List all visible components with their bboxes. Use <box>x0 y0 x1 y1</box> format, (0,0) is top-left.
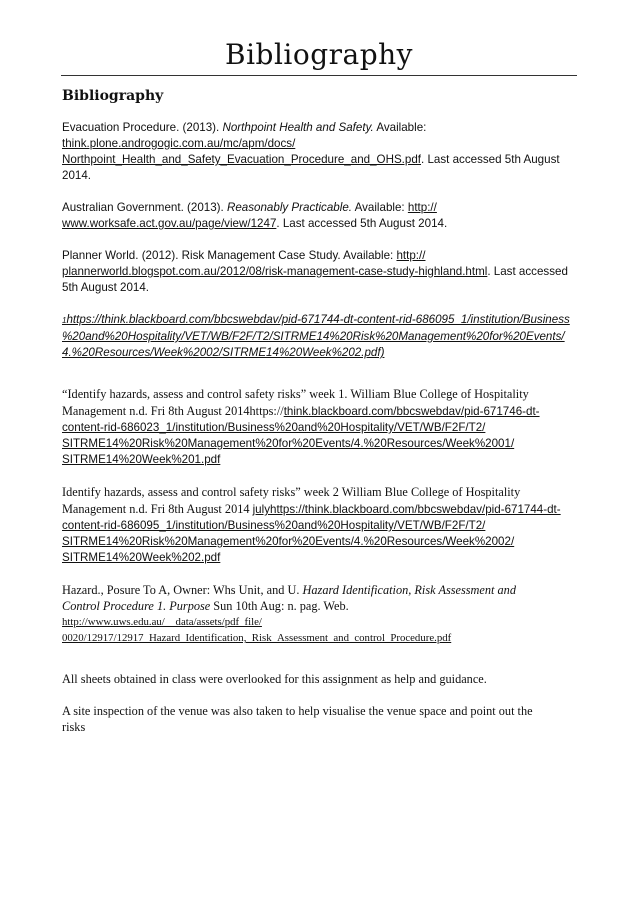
reference-line: Management n.d. Fri 8th August 2014https://think.blackboard.com/bbcswebdav/pid-671746-dt- <box>62 404 540 418</box>
reference-link[interactable]: http:// <box>396 249 426 262</box>
reference-planner-world <box>62 248 578 296</box>
reference-link[interactable]: plannerworld.blogspot.com.au/2012/08/risk-management-case-study-highland.html <box>62 265 488 278</box>
reference-identify-hazards-week2 <box>62 484 578 566</box>
reference-line: “Identify hazards, assess and control safety risks” week 1. William Blue College of Hospitality <box>62 387 529 401</box>
reference-line: Control Procedure 1. Purpose Sun 10th Aug: n. pag. Web. <box>62 599 349 613</box>
reference-line: 4.%20Resources/Week%2002/SITRME14%20Week%202.pdf) <box>62 346 385 359</box>
note-class-sheets <box>62 671 578 687</box>
note-line: All sheets obtained in class were overlooked for this assignment as help and guidance. <box>62 672 487 686</box>
reference-blackboard-week2-link[interactable] <box>62 312 578 361</box>
reference-line: Planner World. (2012). Risk Management Case Study. Available: http:// <box>62 249 426 262</box>
reference-link[interactable]: www.worksafe.act.gov.au/page/view/1247 <box>62 217 277 230</box>
reference-line: www.worksafe.act.gov.au/page/view/1247. Last accessed 5th August 2014. <box>62 217 448 230</box>
reference-hazard-identification <box>62 582 578 646</box>
reference-australian-government <box>62 200 578 232</box>
reference-link[interactable]: julyhttps://think.blackboard.com/bbcswebdav/pid-671744-dt- <box>252 503 561 516</box>
reference-line: plannerworld.blogspot.com.au/2012/08/risk-management-case-study-highland.html. Last accessed <box>62 265 568 278</box>
reference-link[interactable]: http:// <box>407 201 437 214</box>
reference-line: %20and%20Hospitality/VET/WB/F2F/T2/SITRME14%20Risk%20Management%20for%20Events/ <box>62 330 565 343</box>
reference-link[interactable]: SITRME14%20Week%201.pdf <box>62 453 221 466</box>
reference-link[interactable]: content-rid-686023_1/institution/Business%20and%20Hospitality/VET/WB/F2F/T2/ <box>62 421 486 434</box>
reference-link[interactable]: content-rid-686095_1/institution/Business%20and%20Hospitality/VET/WB/F2F/T2/ <box>62 519 486 532</box>
title-divider <box>61 75 577 76</box>
reference-link[interactable]: think.blackboard.com/bbcswebdav/pid-671746-dt- <box>283 405 540 418</box>
page-title: Bibliography <box>225 38 413 71</box>
reference-link[interactable]: 0020/12917/12917_Hazard_Identification,_Risk_Assessment_and_control_Procedure.pdf <box>62 632 452 644</box>
reference-line: Identify hazards, assess and control safety risks” week 2 William Blue College of Hospitality <box>62 485 521 499</box>
reference-line: Hazard., Posure To A, Owner: Whs Unit, and U. Hazard Identification, Risk Assessment and <box>62 583 516 597</box>
note-line: risks <box>62 720 86 734</box>
reference-line: 1https://think.blackboard.com/bbcswebdav/pid-671744-dt-content-rid-686095_1/institution/Business <box>62 313 570 326</box>
reference-link[interactable]: SITRME14%20Week%202.pdf <box>62 551 221 564</box>
reference-line: Evacuation Procedure. (2013). Northpoint Health and Safety. Available: <box>62 121 427 134</box>
reference-line: Australian Government. (2013). Reasonably Practicable. Available: http:// <box>62 201 437 214</box>
reference-line: 5th August 2014. <box>62 281 150 294</box>
reference-link[interactable]: think.plone.androgogic.com.au/mc/apm/docs/ <box>62 137 296 150</box>
reference-identify-hazards-week1 <box>62 386 578 468</box>
reference-evacuation-procedure <box>62 120 578 184</box>
section-heading: Bibliography <box>62 88 164 104</box>
reference-link[interactable]: Northpoint_Health_and_Safety_Evacuation_Procedure_and_OHS.pdf <box>62 153 422 166</box>
footnote-marker: 1 <box>62 316 67 325</box>
reference-line: Management n.d. Fri 8th August 2014 julyhttps://think.blackboard.com/bbcswebdav/pid-671744-dt- <box>62 502 561 516</box>
note-site-inspection <box>62 703 578 735</box>
reference-link[interactable]: SITRME14%20Risk%20Management%20for%20Events/4.%20Resources/Week%2002/ <box>62 535 515 548</box>
reference-line: Northpoint_Health_and_Safety_Evacuation_Procedure_and_OHS.pdf. Last accessed 5th August <box>62 153 560 166</box>
reference-line: 2014. <box>62 169 92 182</box>
note-line: A site inspection of the venue was also taken to help visualise the venue space and point out the <box>62 704 533 718</box>
reference-list <box>62 120 578 735</box>
reference-link[interactable]: SITRME14%20Risk%20Management%20for%20Events/4.%20Resources/Week%2001/ <box>62 437 515 450</box>
reference-link[interactable]: http://www.uws.edu.au/__data/assets/pdf_file/ <box>62 616 262 628</box>
